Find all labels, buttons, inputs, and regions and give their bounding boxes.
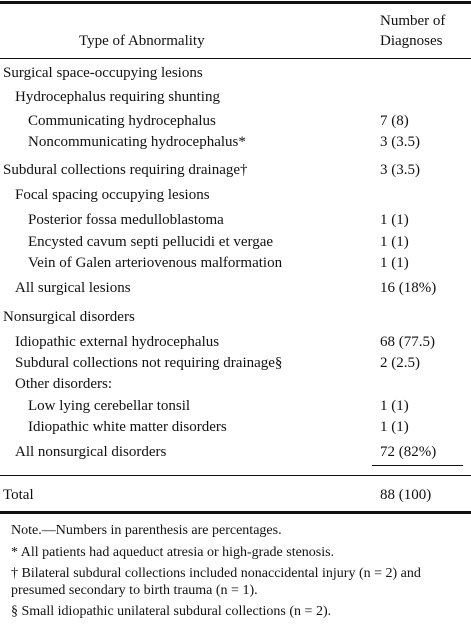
row-value: 68 (77.5) bbox=[380, 334, 435, 350]
row-value: 1 (1) bbox=[380, 234, 409, 250]
total-rule bbox=[0, 475, 471, 476]
row-label: Noncommunicating hydrocephalus* bbox=[28, 134, 246, 150]
row-label: Subdural collections requiring drainage† bbox=[3, 162, 248, 178]
row-value: 1 (1) bbox=[380, 398, 409, 414]
row-label: Nonsurgical disorders bbox=[3, 309, 135, 325]
note-text: Note.—Numbers in parenthesis are percentages. bbox=[11, 523, 282, 538]
row-label: Other disorders: bbox=[15, 376, 113, 392]
row-value: 3 (3.5) bbox=[380, 134, 420, 150]
row-label: Subdural collections not requiring drainage§ bbox=[15, 355, 283, 371]
row-value: 7 (8) bbox=[380, 113, 409, 129]
row-value: 1 (1) bbox=[380, 212, 409, 228]
row-label: Hydrocephalus requiring shunting bbox=[15, 89, 220, 105]
footnote-section: § Small idiopathic unilateral subdural collections (n = 2). bbox=[11, 604, 332, 619]
bottom-rule bbox=[0, 511, 471, 514]
row-label: Posterior fossa medulloblastoma bbox=[28, 212, 224, 228]
row-label: All nonsurgical disorders bbox=[15, 444, 167, 460]
footnote-asterisk: * All patients had aqueduct atresia or high-grade stenosis. bbox=[11, 545, 335, 560]
total-value: 88 (100) bbox=[380, 487, 432, 503]
row-value: 2 (2.5) bbox=[380, 355, 420, 371]
header-rule bbox=[0, 58, 471, 59]
row-value: 1 (1) bbox=[380, 419, 409, 435]
number-column-header-line1: Number of bbox=[380, 13, 446, 29]
top-rule bbox=[0, 1, 471, 4]
number-column-header-line2: Diagnoses bbox=[380, 33, 443, 49]
row-label: Vein of Galen arteriovenous malformation bbox=[28, 255, 283, 271]
type-column-header: Type of Abnormality bbox=[79, 33, 205, 49]
row-label: Encysted cavum septi pellucidi et vergae bbox=[28, 234, 274, 250]
footnote-dagger: † Bilateral subdural collections included nonaccidental injury (n = 2) and presumed secondary to birth trauma (n = 1). bbox=[11, 566, 421, 598]
row-label: Low lying cerebellar tonsil bbox=[28, 398, 191, 414]
row-value: 1 (1) bbox=[380, 255, 409, 271]
row-label: All surgical lesions bbox=[15, 280, 131, 296]
row-label: Focal spacing occupying lesions bbox=[15, 187, 210, 203]
row-value: 3 (3.5) bbox=[380, 162, 420, 178]
row-label: Idiopathic external hydrocephalus bbox=[15, 334, 220, 350]
subtotal-underline bbox=[372, 465, 463, 466]
row-value: 16 (18%) bbox=[380, 280, 437, 296]
row-label: Surgical space-occupying lesions bbox=[3, 65, 203, 81]
row-value: 72 (82%) bbox=[380, 444, 437, 460]
row-label: Communicating hydrocephalus bbox=[28, 113, 216, 129]
total-label: Total bbox=[3, 487, 34, 503]
row-label: Idiopathic white matter disorders bbox=[28, 419, 227, 435]
